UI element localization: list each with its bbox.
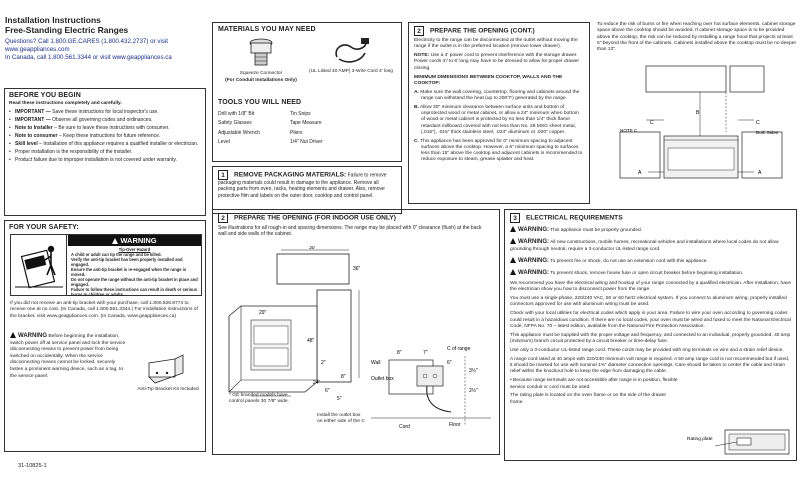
- dim-30: 30": [309, 246, 317, 251]
- step2b-number: 2: [414, 26, 424, 36]
- before-item: [9, 149, 201, 155]
- before-item-text: Product failure due to improper installation is not covered under warranty.: [15, 156, 177, 163]
- right-cabinet: [317, 290, 351, 382]
- elec-p1: We recommend you have the electrical wiring and hookup of your range connected by a qualified electrician. After installation, have the electrician show you how to disconnect power from the range.: [510, 280, 792, 293]
- warning-label-4: WARNING:: [518, 270, 549, 277]
- tool-item: Adjustable Wrench: [218, 129, 260, 136]
- hood-note: To reduce the risk of burns or fire when reaching over hot surface elements, cabinet storage space above the cooktop should be avoided. If cabinet storage space is to be provided above the cooktop, the risk can be reduced by installing a range hood that projects at least 5" beyond the front of the cabinets. Cabinets installed above the cooktop must be no deeper than 13".: [597, 22, 797, 53]
- min-dim-text: Make sure the wall covering, countertop, flooring and cabinets around the range can withstand the heat (up to 200°F) generated by the range.: [420, 89, 580, 101]
- before-title: BEFORE YOU BEGIN: [9, 92, 81, 99]
- elec-p5: Use only a 3-conductor UL-listed range cord. These cords may be provided with ring terminals on wire and a strain relief device.: [510, 347, 784, 353]
- doc-title-line1: Installation Instructions: [5, 15, 101, 25]
- step3-number: 3: [510, 213, 520, 223]
- step1-text: Failure to remove packaging materials could result in damage to the appliance. Remove all packing parts from oven, racks, heating elements and drawer. Also, remove protective film and labels on the outer door, cooktop and control panel.: [218, 172, 387, 199]
- diag-note-c: NOTE C: [620, 128, 638, 133]
- clearance-diagram: [610, 62, 798, 208]
- safety-title: FOR YOUR SAFETY:: [9, 224, 79, 231]
- outlet-box-icon: [417, 366, 443, 386]
- label-centerline: C of range: [447, 346, 471, 352]
- label-cord: Cord: [399, 424, 410, 430]
- warning-triangle-icon: [510, 257, 516, 263]
- tip-over-pictogram: [11, 235, 67, 295]
- tools-title: TOOLS YOU WILL NEED: [218, 99, 302, 106]
- tool-item: 1/4" Nut Driver: [290, 139, 323, 146]
- before-item-lead: Note to consumer: [15, 133, 58, 140]
- tip-line: Failure to follow these instructions can result in death or serious burns to children or adults.: [71, 286, 198, 297]
- label-wall: Wall: [371, 360, 381, 366]
- before-item: [9, 133, 201, 139]
- squeeze-connector: [221, 37, 301, 84]
- dim-2half: 2½": [469, 388, 478, 394]
- step2b-note: Use a 4' power cord to prevent interference with the storage drawer. Power cords 4'/ to 6' long may have to be dressed to allow for proper drawer closing.: [414, 53, 579, 71]
- bracket-icon: [135, 351, 201, 385]
- diag-b: B: [696, 110, 700, 116]
- before-item-text: – Keep these instructions for future reference.: [58, 133, 161, 140]
- upper-cabinet: [277, 254, 349, 284]
- materials-title: MATERIALS YOU MAY NEED: [218, 26, 316, 33]
- bracket-caption: Anti-Tip Bracket Kit Included: [137, 387, 199, 393]
- before-item-lead: Skill level: [15, 141, 38, 148]
- diag-a-right: A: [758, 170, 762, 176]
- before-item: [9, 125, 201, 131]
- diag-a-left: A: [638, 170, 642, 176]
- header: [5, 16, 207, 63]
- tools-col-2: [290, 110, 323, 148]
- tools-col-1: [218, 110, 290, 148]
- connector-label: Squeeze Connector: [239, 71, 283, 77]
- label-floor: Floor: [449, 422, 461, 428]
- dim-6b: 6": [447, 360, 452, 366]
- tool-item: Tin Snips: [290, 110, 311, 117]
- step1-number: 1: [218, 170, 228, 180]
- power-warning-label: WARNING: [18, 333, 47, 339]
- dim-3half: 3½": [469, 368, 478, 374]
- min-dim-key: A.: [414, 89, 419, 95]
- step2b-title: PREPARE THE OPENING (CONT.): [430, 27, 535, 35]
- elec-p7: • Because range terminals are not accessible after range is in position, flexible service conduit or cord must be used.: [510, 378, 678, 390]
- step1-title: REMOVE PACKAGING MATERIALS:: [234, 171, 347, 179]
- elec-p2: You must use a single-phase, 220/240 VAC, 50 or 60 hertz electrical system. If you connect to aluminum wiring, properly installed connectors approved for use with aluminum wiring must be used.: [510, 296, 787, 308]
- step2b-note-lead: NOTE:: [414, 53, 430, 59]
- warning-triangle-icon: [510, 269, 516, 275]
- tip-line: Ensure the anti-tip bracket is re-engaged when the range is moved.: [71, 266, 187, 277]
- tip-lines: [71, 252, 198, 297]
- min-dim-item: [414, 139, 584, 164]
- diag-c-right: C: [756, 120, 760, 126]
- dim-2: 2": [321, 360, 326, 366]
- warning-label-1: WARNING:: [518, 227, 549, 233]
- elec-p3: Check with your local utilities for electrical codes which apply in your area. Failure to wire your oven according to governing codes could result in a hazardous condition. If there are no local codes, your oven must be wired and fused to meet the National Electrical Code, NFPA No. 70 – latest edition, available from the National Fire Protection Association.: [510, 311, 791, 329]
- doc-code: 31-10825-1: [18, 463, 47, 469]
- diag-both-sides: Both Sides: [756, 130, 779, 135]
- tip-title: Tip-Over Hazard: [118, 247, 151, 252]
- power-cord-icon: [331, 37, 371, 67]
- dim-48: 48": [307, 338, 315, 344]
- warning-2: All new constructions, mobile homes, recreational vehicles and installations where local codes do not allow grounding through neutral, require a 3-conductor UL-listed range cord.: [510, 240, 779, 253]
- before-item: [9, 141, 201, 147]
- elec-p8: The rating plate is located on the oven frame or on the side of the drawer frame.: [510, 393, 667, 405]
- before-item-text: – Be sure to leave these instructions with consumer.: [54, 125, 170, 132]
- warning-4: To prevent shock, remove house fuse or open circuit breaker before beginning installation.: [550, 271, 744, 277]
- tip-line: Verify the anti-tip bracket has been properly installed and engaged.: [71, 256, 183, 267]
- doc-title-line2: Free-Standing Electric Ranges: [5, 24, 129, 35]
- tip-warning-label-text: WARNING: [120, 236, 157, 245]
- step3-box: [504, 209, 797, 461]
- tool-item: Safety Glasses: [218, 120, 252, 127]
- min-dim-item: [414, 90, 584, 103]
- before-item-text: Save these instructions for local inspector's use.: [52, 109, 159, 116]
- warning-3: To prevent fire or shock, do not use an extension cord with this appliance.: [550, 259, 708, 265]
- rating-plate-icon: [737, 438, 751, 445]
- min-dim-key: B.: [414, 104, 419, 110]
- dim-7: 7": [423, 350, 428, 356]
- label-outlet-box: Outlet box: [371, 376, 394, 382]
- min-dim-text: This appliance has been approved for 0" minimum spacing to adjacent surfaces above the cooktop. However, a 6" minimum spacing to surfaces less than 15" above the cooktop and adjacent cabinets is recommended to reduce exposure to steam, grease splatter and heat.: [420, 138, 583, 163]
- cord-label: (UL Listed 40 AMP) 3-Wire Cord 4' long: [309, 69, 393, 75]
- elec-p6: A range cord rated at 40 amps with 220/240 minimum volt range is required. A 50 amp range cord is not recommended but if used, it should be marked for use with nominal 1⅜" diameter connection openings. Care should be taken to center the cable and strain relief within the knockout hole to keep the edge from damaging the cable.: [510, 356, 790, 375]
- before-item-lead: Note to Installer: [15, 125, 53, 132]
- step2b-p1: Electricity to the range can be disconnected at the outlet without moving the range if the outlet is in the preferred location (remove lower drawer).: [414, 38, 578, 50]
- before-list: [9, 109, 201, 163]
- questions-text: Questions? Call 1.800.GE.CARES (1.800.432.2737) or visit www.geappliances.com: [5, 37, 169, 53]
- warning-triangle-icon: [10, 332, 16, 338]
- tip-line: Do not operate the range without the anti-tip bracket in place and engaged.: [71, 276, 198, 287]
- tool-item: Drill with 1/8" Bit: [218, 110, 255, 117]
- tool-item: Tape Measure: [290, 120, 322, 127]
- warning-label-3: WARNING:: [518, 258, 549, 265]
- warning-1: This appliance must be properly grounded.: [550, 228, 643, 233]
- diag-c-left: C: [650, 120, 654, 126]
- safety-box: [4, 220, 206, 452]
- warning-triangle-icon: [510, 226, 516, 232]
- step2-title: PREPARE THE OPENING (FOR INDOOR USE ONLY): [234, 214, 396, 222]
- upper-cabinet-diag: [646, 66, 726, 92]
- step2-cont-box: [408, 22, 590, 204]
- before-item-text: – Installation of this appliance requires a qualified installer or electrician.: [39, 141, 199, 148]
- min-dim-text: Allow 30" minimum clearance between surface units and bottom of unprotected wood or metal cabinet, or allow a 24" minimum when bottom of wood or metal cabinet is protected by no less than 1/4" thick flame retardant millboard covered with not less than No. 28 MSG sheet metal, (.015"), .015" thick stainless steel, .024" aluminum or .020" copper.: [420, 104, 579, 135]
- tool-item: Level: [218, 139, 230, 146]
- dim-8a: 8": [341, 374, 346, 380]
- rating-plate-label: Rating plate: [687, 437, 713, 442]
- dim-8b: 8": [397, 350, 402, 356]
- dim-29: 29": [259, 310, 267, 316]
- warning-label-2: WARNING:: [518, 239, 549, 246]
- dim-24: 24": [313, 380, 321, 386]
- squeeze-connector-icon: [246, 37, 276, 69]
- dim-6a: 6": [325, 388, 330, 394]
- tip-line: A child or adult can tip the range and be killed.: [71, 251, 162, 257]
- materials-box: [212, 22, 402, 162]
- tip-warning-label: [10, 234, 202, 296]
- min-dim-item: [414, 105, 584, 136]
- step3-title: ELECTRICAL REQUIREMENTS: [526, 214, 623, 222]
- tool-item: Pliers: [290, 129, 303, 136]
- min-dim-key: C.: [414, 138, 419, 144]
- dim-36: 36": [353, 266, 361, 272]
- before-item: [9, 109, 201, 115]
- elec-p4: This appliance must be supplied with the proper voltage and frequency, and connected to an individual, properly grounded, 40 amp (minimum) branch circuit protected by a circuit breaker or time-delay fuse.: [510, 332, 791, 345]
- step2-box: [212, 209, 500, 455]
- right-base-cabinet: [742, 132, 782, 178]
- power-cord: [309, 37, 393, 76]
- before-item: [9, 117, 201, 123]
- min-dim-list: [414, 90, 584, 164]
- ge-panel-note: * GE branded models have control panels 30 7/8" wide.: [229, 393, 289, 405]
- warning-triangle-icon: [112, 238, 118, 244]
- anti-tip-bracket-figure: [135, 351, 201, 394]
- step1-box: [212, 166, 402, 214]
- before-item: [9, 157, 201, 163]
- step2-text: See illustrations for all rough-in and spacing dimensions. The range may be placed with 0" clearance (flush) at the back wall and side walls of the cabinet.: [218, 225, 482, 238]
- before-item-text: Proper installation is the responsibility of the installer.: [15, 149, 133, 155]
- before-item-lead: IMPORTANT —: [15, 109, 51, 116]
- before-item-lead: IMPORTANT —: [15, 117, 51, 124]
- before-item-text: Observe all governing codes and ordinances.: [52, 117, 153, 124]
- connector-note: (For Conduit Installations Only): [225, 77, 297, 83]
- power-warning-text: Before beginning the installation, switch power off at service panel and lock the service disconnecting means to prevent power from being switched on accidentally. When the service disconnecting means cannot be locked, securely fasten a prominent warning device, such as a tag, to the service panel.: [10, 334, 126, 379]
- warning-triangle-icon: [510, 238, 516, 244]
- anti-tip-paragraph: If you did not receive an anti-tip bracket with your purchase, call 1.800.626.8774 to receive one at no cost. (In Canada, call 1.800.561.3344.) For installation instructions of the bracket, visit www.geappliances.com. (In Canada, www.geappliances.ca): [10, 301, 198, 319]
- outlet-note: Install the outlet box on either side of the C: [317, 413, 365, 425]
- dim-5: 5": [337, 396, 342, 402]
- before-intro: Read these instructions completely and carefully.: [9, 100, 122, 106]
- before-you-begin-box: [4, 88, 206, 216]
- step2-number: 2: [218, 213, 228, 223]
- power-warning: [10, 331, 128, 380]
- canada-text: In Canada, call 1.800.561.3344 or visit www.geappliances.ca: [5, 54, 172, 62]
- min-dim-title: MINIMUM DIMENSIONS BETWEEN COOKTOP, WALLS AND THE COOKTOP:: [414, 74, 563, 86]
- rating-plate-figure: [685, 426, 791, 458]
